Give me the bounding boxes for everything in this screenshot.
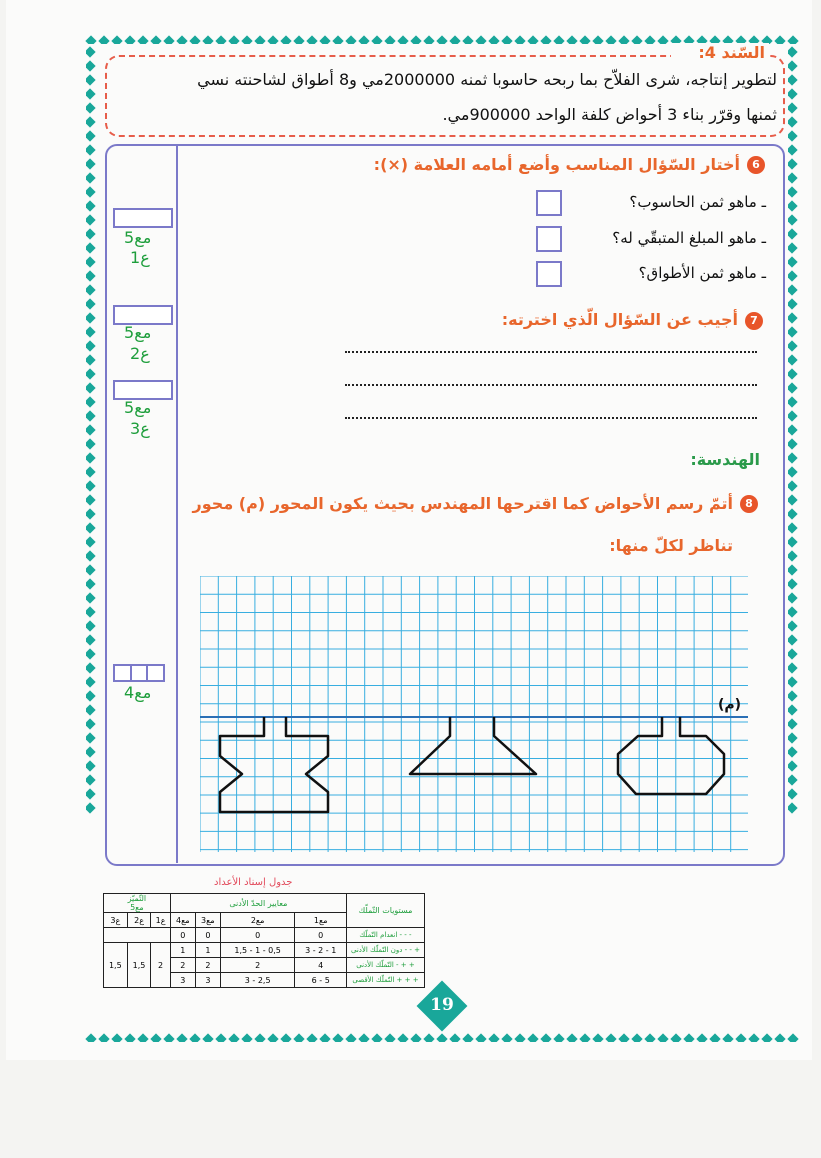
margin-divider (176, 145, 178, 863)
q6-option3-label: ـ ماهو ثمن الأطواق؟ (638, 264, 766, 282)
hdr-criteria: معايير الحدّ الأدنى (170, 894, 346, 913)
margin-label-3b: ع3 (130, 419, 150, 438)
table-row: 0 0 0 0 انعدام التّملّك - - - (104, 928, 425, 943)
answer-line-2[interactable] (345, 384, 757, 386)
answer-line-1[interactable] (345, 351, 757, 353)
q8-number-badge: 8 (740, 495, 758, 513)
q6-option1-checkbox[interactable] (536, 190, 562, 216)
geometry-title: الهندسة: (690, 450, 760, 469)
table-row: 3 3 3 - 2,5 6 - 5 التّملّك الأقصى + + + (104, 973, 425, 988)
q6-instruction: أختار السّؤال المناسب وأضع أمامه العلامة (×): (373, 155, 740, 174)
margin-label-4a: مع4 (124, 683, 152, 702)
right-border-dots (788, 44, 802, 1030)
col-m3: مع3 (195, 913, 220, 928)
sanad-title: السّند 4: (671, 43, 769, 65)
score-box-3 (113, 380, 173, 400)
left-border-dots (86, 44, 100, 1030)
basin-shape-3 (618, 717, 724, 794)
page-number: 19 (430, 995, 454, 1015)
col-e1: ع1 (151, 913, 170, 928)
q6-option3-checkbox[interactable] (536, 261, 562, 287)
margin-label-1a: مع5 (124, 228, 152, 247)
score-box-1 (113, 208, 173, 228)
col-e2: ع2 (127, 913, 151, 928)
answer-line-3[interactable] (345, 417, 757, 419)
q8-instruction-line2: تناظر لكلّ منها: (609, 536, 733, 555)
basin-shape-2 (410, 717, 536, 774)
margin-label-2b: ع2 (130, 344, 150, 363)
table-row: 1,5 1,5 2 1 1 1,5 - 1 - 0,5 3 - 2 - 1 دون التّملّك الأدنى - - + (104, 943, 425, 958)
q7-instruction: أجيب عن السّؤال الّذي اخترته: (501, 310, 738, 329)
q6-number-badge: 6 (747, 156, 765, 174)
col-m1: مع1 (295, 913, 347, 928)
drawing-grid[interactable] (200, 576, 748, 852)
col-m4: مع4 (170, 913, 195, 928)
margin-label-3a: مع5 (124, 398, 152, 417)
margin-label-2a: مع5 (124, 323, 152, 342)
hdr-levels: مستويات التّملّك (347, 894, 425, 928)
q6-option1-label: ـ ماهو ثمن الحاسوب؟ (629, 193, 766, 211)
col-m2: مع2 (220, 913, 295, 928)
top-border-dots (84, 30, 802, 44)
q6-option2-checkbox[interactable] (536, 226, 562, 252)
col-e3: ع3 (104, 913, 128, 928)
hdr-excellence: التّميّز مع5 (104, 894, 171, 913)
margin-label-1b: ع1 (130, 248, 150, 267)
sanad-text-line1: لتطوير إنتاجه، شرى الفلاّح بما ربحه حاسوبا ثمنه 2000000مي و8 أطواق لشاحنته نسي (197, 70, 777, 89)
sanad-text-line2: ثمنها وقرّر بناء 3 أحواض كلفة الواحد 900000مي. (442, 105, 777, 124)
q8-instruction-line1: أتمّ رسم الأحواض كما اقترحها المهندس بحيث يكون المحور (م) محور (192, 494, 733, 513)
axis-label: (م) (718, 697, 742, 713)
grading-table (103, 893, 425, 988)
sanad-box (105, 55, 785, 137)
grading-table-title: جدول إسناد الأعداد (214, 877, 293, 888)
table-row: 2 2 2 4 التّملّك الأدنى - + + (104, 958, 425, 973)
score-box-2 (113, 305, 173, 325)
q6-option2-label: ـ ماهو المبلغ المتبقّي له؟ (612, 229, 766, 247)
score-box-4 (113, 664, 165, 680)
q7-number-badge: 7 (745, 312, 763, 330)
